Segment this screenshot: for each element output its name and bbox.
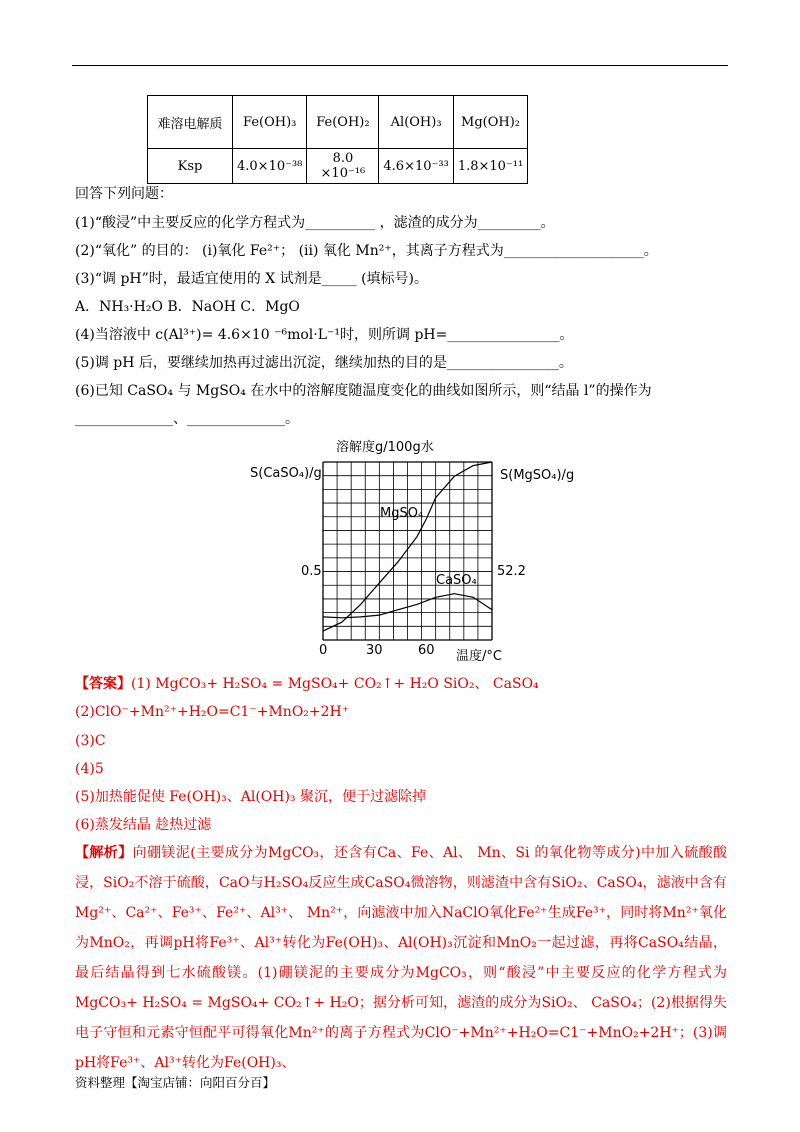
x-tick-label: 30 [366,643,383,658]
right-tick-label: 52.2 [497,564,526,579]
table-header-cell: 难溶电解质 [148,96,233,149]
table-header-cell: Mg(OH)₂ [453,96,527,149]
table-cell: 4.6×10⁻³³ [379,149,453,184]
footer-note: 资料整理【淘宝店铺：向阳百分百】 [75,1075,276,1090]
x-tick-label: 0 [319,643,328,658]
series-label-caso4: CaSO₄ [436,573,477,588]
table-header-cell: Fe(OH)₃ [233,96,307,149]
left-tick-label: 0.5 [301,564,322,579]
answer-3: (3)C [75,733,106,749]
question-5: (5)调 pH 后，要继续加热再过滤出沉淀，继续加热的目的是________________。 [75,355,573,371]
answer-2: (2)ClO⁻+Mn²⁺+H₂O=C1⁻+MnO₂+2H⁺ [75,704,350,720]
questions-intro: 回答下列问题： [75,186,173,202]
answer-1 [75,674,539,694]
answer-1-text: (1) MgCO₃+ H₂SO₄ = MgSO₄+ CO₂↑+ H₂O SiO₂、 CaSO₄ [131,676,539,692]
table-cell: 4.0×10⁻³⁸ [233,149,307,184]
question-6-line1: (6)已知 CaSO₄ 与 MgSO₄ 在水中的溶解度随温度变化的曲线如图所示，则“结晶 l”的操作为 [75,383,652,399]
question-1: (1)“酸浸”中主要反应的化学方程式为__________ ，滤渣的成分为_________。 [75,215,555,231]
table-header-cell: Al(OH)₃ [379,96,453,149]
right-axis-label: S(MgSO₄)/g [500,468,575,483]
answer-tag: 【答案】 [75,676,131,692]
question-6-line2: ______________、______________。 [75,411,299,427]
answer-6: (6)蒸发结晶 趁热过滤 [75,817,212,833]
left-axis-label: S(CaSO₄)/g [250,466,322,481]
table-header-cell: Fe(OH)₂ [307,96,379,149]
table-cell: 1.8×10⁻¹¹ [453,149,527,184]
chart-title: 溶解度g/100g水 [336,440,434,455]
answer-4: (4)5 [75,761,104,777]
question-3: (3)“调 pH”时，最适宜使用的 X 试剂是_____ (填标号)。 [75,271,429,287]
x-axis-label: 温度/°C [456,649,502,664]
series-label-mgso4: MgSO₄ [380,506,424,521]
question-3-options: A．NH₃·H₂O B．NaOH C．MgO [75,299,300,315]
analysis-text: 向硼镁泥(主要成分为MgCO₃，还含有Ca、Fe、Al、 Mn、Si 的氧化物等成分)中加入硫酸酸浸，SiO₂不溶于硫酸，CaO与H₂SO₄反应生成CaSO₄微溶物，则滤渣中含有SiO₂、CaSO₄，滤液中含有Mg²⁺、Ca²⁺、Fe³⁺、Fe²⁺、Al³⁺、 Mn²⁺，向滤液中加入NaClO氧化Fe²⁺生成Fe³⁺，同时将Mn²⁺氧化为MnO₂，再调pH将Fe³⁺、Al³⁺转化为Fe(OH)₃、Al(OH)₃沉淀和MnO₂一起过滤，再将CaSO₄结晶，最后结晶得到七水硫酸镁。(1)硼镁泥的主要成分为MgCO₃，则“酸浸”中主要反应的化学方程式为MgCO₃+ H₂SO₄ = MgSO₄+ CO₂↑+ H₂O；据分析可知，滤渣的成分为SiO₂、 CaSO₄；(2)根据得失电子守恒和元素守恒配平可得氧化Mn²⁺的离子方程式为ClO⁻+Mn²⁺+H₂O=C1⁻+MnO₂+2H⁺；(3)调pH将Fe³⁺、Al³⁺转化为Fe(OH)₃、 [75,845,727,1071]
analysis-tag: 【解析】 [75,845,133,861]
analysis-paragraph [75,838,727,1078]
table-cell: 8.0 ×10⁻¹⁶ [307,149,379,184]
answer-5: (5)加热能促使 Fe(OH)₃、Al(OH)₃ 聚沉，便于过滤除掉 [75,789,426,805]
question-2: (2)“氧化” 的目的： (i)氧化 Fe²⁺； (ii) 氧化 Mn²⁺，其离子方程式为____________________。 [75,243,658,259]
x-tick-label: 60 [418,643,435,658]
table-row-label: Ksp [148,149,233,184]
question-4: (4)当溶液中 c(Al³⁺)= 4.6×10 ⁻⁶mol·L⁻¹时，则所调 pH=________________。 [75,327,574,343]
